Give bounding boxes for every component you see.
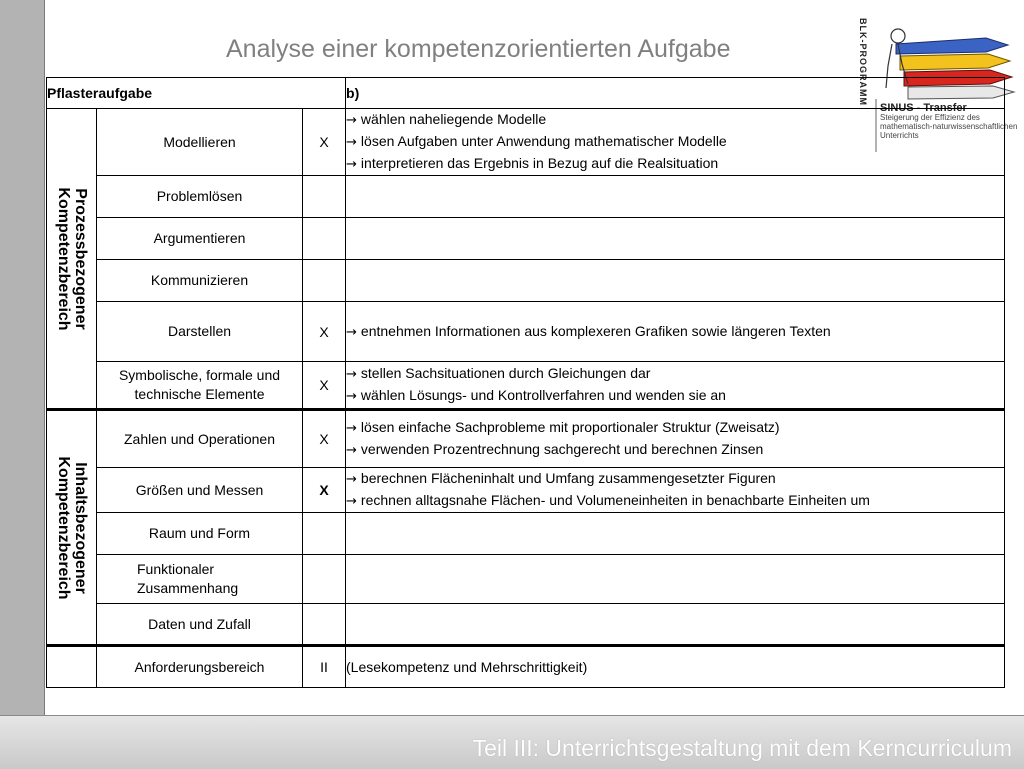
- group-process-label: Prozessbezogener Kompetenzbereich: [54, 186, 89, 331]
- empty-group-cell: [47, 646, 97, 688]
- category-cell: Raum und Form: [97, 513, 303, 555]
- table-row: [47, 555, 1005, 604]
- header-task: Pflasteraufgabe: [47, 78, 346, 109]
- category-cell: Funktionaler Zusammenhang: [97, 555, 303, 604]
- mark-cell: X: [303, 362, 346, 410]
- mark-cell: [303, 513, 346, 555]
- header-part: b): [346, 78, 1005, 109]
- logo-brand: SINUS - Transfer: [880, 102, 967, 114]
- description-cell: → lösen einfache Sachprobleme mit proportionaler Struktur (Zweisatz) → verwenden Prozentrechnung sachgerecht und berechnen Zinsen: [346, 410, 1005, 468]
- mark-cell: [303, 176, 346, 218]
- mark-cell: [303, 260, 346, 302]
- mark-cell: X: [303, 302, 346, 362]
- table-row: [47, 260, 1005, 302]
- category-cell: Kommunizieren: [97, 260, 303, 302]
- competence-table: [46, 77, 1005, 688]
- description-cell: [346, 176, 1005, 218]
- table-row: [47, 362, 1005, 410]
- mark-cell: [303, 604, 346, 646]
- table-row: [47, 109, 1005, 176]
- logo-tagline: Steigerung der Effizienz des mathematisch-naturwissenschaftlichen Unterrichts: [880, 113, 1018, 140]
- category-cell: Darstellen: [97, 302, 303, 362]
- category-cell: Symbolische, formale und technische Elemente: [97, 362, 303, 410]
- category-cell: Daten und Zufall: [97, 604, 303, 646]
- category-cell: Argumentieren: [97, 218, 303, 260]
- description-cell: (Lesekompetenz und Mehrschrittigkeit): [346, 646, 1005, 688]
- mark-cell: X: [303, 468, 346, 513]
- mark-cell: [303, 218, 346, 260]
- category-cell: Modellieren: [97, 109, 303, 176]
- group-process: [47, 109, 97, 410]
- category-cell: Problemlösen: [97, 176, 303, 218]
- level-cell: II: [303, 646, 346, 688]
- table-row: [47, 218, 1005, 260]
- category-cell: Zahlen und Operationen: [97, 410, 303, 468]
- mark-cell: X: [303, 410, 346, 468]
- footer-text: Teil III: Unterrichtsgestaltung mit dem Kerncurriculum: [472, 735, 1012, 761]
- table-row: [47, 468, 1005, 513]
- table-row: [47, 302, 1005, 362]
- description-cell: → berechnen Flächeninhalt und Umfang zusammengesetzter Figuren → rechnen alltagsnahe Flächen- und Volumeneinheiten in benachbarte Einheiten um: [346, 468, 1005, 513]
- group-content-label: Inhaltsbezogener Kompetenzbereich: [54, 455, 89, 600]
- logo-vertical-text: BLK-PROGRAMM: [858, 18, 868, 106]
- table-row: [47, 513, 1005, 555]
- description-cell: [346, 555, 1005, 604]
- table-row: [47, 176, 1005, 218]
- left-sidebar-bar: [0, 0, 45, 768]
- table-row: [47, 410, 1005, 468]
- category-cell: Anforderungsbereich: [97, 646, 303, 688]
- description-cell: → wählen naheliegende Modelle → lösen Aufgaben unter Anwendung mathematischer Modelle → interpretieren das Ergebnis in Bezug auf die Realsituation: [346, 109, 1005, 176]
- description-cell: [346, 604, 1005, 646]
- table-row: [47, 646, 1005, 688]
- description-cell: → stellen Sachsituationen durch Gleichungen dar → wählen Lösungs- und Kontrollverfahren und wenden sie an: [346, 362, 1005, 410]
- description-cell: [346, 260, 1005, 302]
- description-cell: [346, 513, 1005, 555]
- description-cell: → entnehmen Informationen aus komplexeren Grafiken sowie längeren Texten: [346, 302, 1005, 362]
- table-row: [47, 604, 1005, 646]
- mark-cell: X: [303, 109, 346, 176]
- description-cell: [346, 218, 1005, 260]
- slide-title: Analyse einer kompetenzorientierten Aufgabe: [226, 35, 731, 63]
- group-content: [47, 410, 97, 646]
- category-cell: Größen und Messen: [97, 468, 303, 513]
- mark-cell: [303, 555, 346, 604]
- table-header-row: [47, 78, 1005, 109]
